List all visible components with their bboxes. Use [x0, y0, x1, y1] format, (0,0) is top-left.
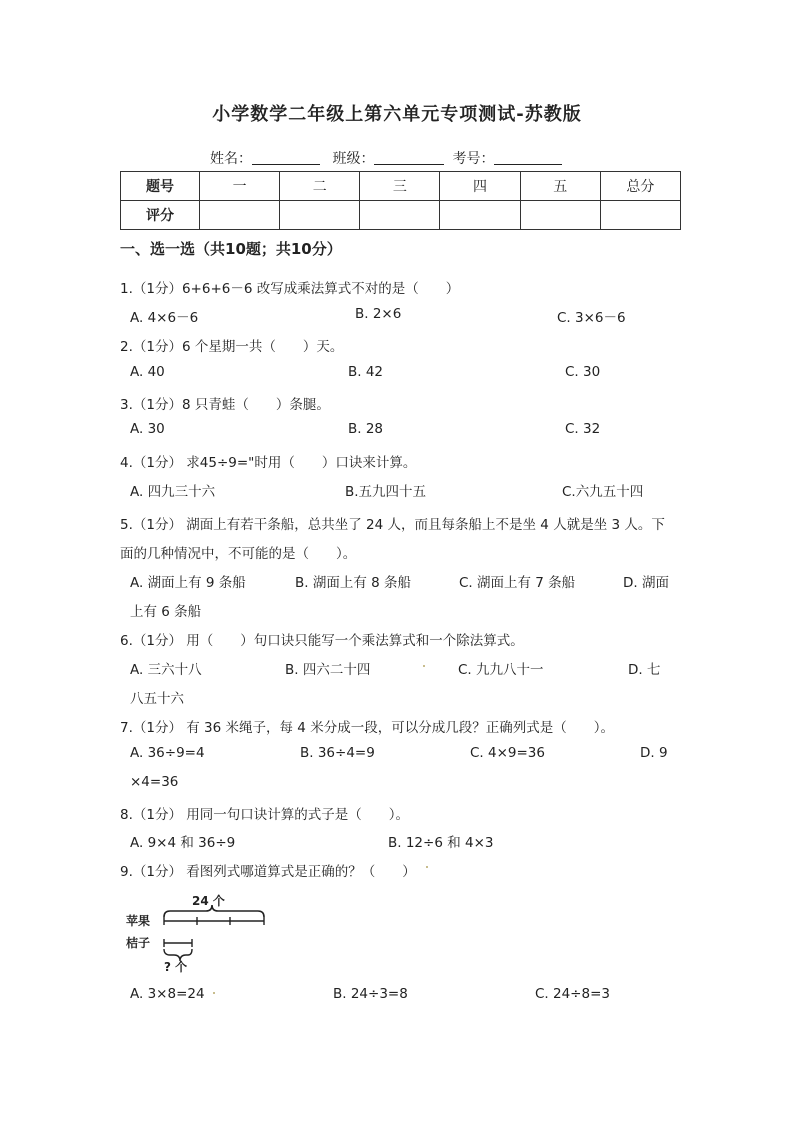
- diagram-apple-label: 苹果: [126, 914, 151, 928]
- score-table-col: 总分: [600, 172, 680, 201]
- question-8-stem: 8.（1分） 用同一句口诀计算的式子是（ ）。: [120, 807, 410, 823]
- scan-speck: [426, 866, 428, 868]
- score-table-col: 四: [440, 172, 520, 201]
- class-label: 班级：: [332, 151, 375, 167]
- question-2-stem: 2.（1分）6 个星期一共（ ）天。: [120, 339, 344, 355]
- question-2-option-c: C. 30: [565, 364, 601, 380]
- score-table-col: 五: [520, 172, 600, 201]
- scan-speck: [423, 665, 425, 667]
- score-table-col: 一: [200, 172, 280, 201]
- score-cell: [440, 201, 520, 230]
- question-3-stem: 3.（1分）8 只青蛙（ ）条腿。: [120, 397, 330, 413]
- question-6-option-b: B. 四六二十四: [285, 662, 371, 678]
- score-table-header-label: 题号: [121, 172, 200, 201]
- question-3-option-b: B. 28: [348, 421, 384, 437]
- question-5-option-a: A. 湖面上有 9 条船: [130, 575, 246, 591]
- question-7-option-d-continued: ×4=36: [130, 774, 179, 790]
- name-label: 姓名：: [210, 151, 252, 167]
- score-table-row-label: 评分: [121, 201, 200, 230]
- score-table-col: 三: [360, 172, 440, 201]
- question-5-option-c: C. 湖面上有 7 条船: [459, 575, 576, 591]
- question-1-option-a: A. 4×6－6: [130, 310, 199, 326]
- score-cell: [600, 201, 680, 230]
- question-9-stem: 9.（1分） 看图列式哪道算式是正确的？（ ）: [120, 864, 416, 880]
- student-info-line: [210, 148, 570, 168]
- question-2-option-a: A. 40: [130, 364, 165, 380]
- page-title: 小学数学二年级上第六单元专项测试-苏教版: [212, 104, 582, 125]
- diagram-orange-label: 桔子: [126, 936, 151, 950]
- question-5-option-d: D. 湖面: [623, 575, 669, 591]
- question-4-stem: 4.（1分） 求45÷9="时用（ ）口诀来计算。: [120, 455, 417, 471]
- question-7-option-a: A. 36÷9=4: [130, 745, 205, 761]
- question-1-option-b: B. 2×6: [355, 306, 402, 322]
- diagram-total-label: 24 个: [192, 894, 225, 908]
- score-table-score-row: [121, 201, 681, 230]
- question-4-option-a: A. 四九三十六: [130, 484, 216, 500]
- apple-orange-diagram: [126, 893, 276, 973]
- score-cell: [520, 201, 600, 230]
- question-3-option-a: A. 30: [130, 421, 165, 437]
- question-7-option-b: B. 36÷4=9: [300, 745, 375, 761]
- question-9-option-b: B. 24÷3=8: [333, 986, 408, 1002]
- question-6-option-c: C. 九九八十一: [458, 662, 544, 678]
- section-title: 一、选一选（共10题；共10分）: [120, 240, 342, 258]
- score-table-header-row: [121, 172, 681, 201]
- score-cell: [280, 201, 360, 230]
- question-9-option-a: A. 3×8=24: [130, 986, 205, 1002]
- name-blank: [252, 150, 320, 165]
- question-5-stem-continued: 面的几种情况中，不可能的是（ ）。: [120, 546, 357, 562]
- score-cell: [200, 201, 280, 230]
- question-4-option-b: B.五九四十五: [345, 484, 427, 500]
- score-table: [120, 171, 681, 230]
- class-blank: [374, 150, 444, 165]
- question-7-stem: 7.（1分） 有 36 米绳子，每 4 米分成一段，可以分成几段？正确列式是（ ）。: [120, 720, 614, 736]
- scan-speck: [213, 992, 215, 994]
- question-6-stem: 6.（1分） 用（ ）句口诀只能写一个乘法算式和一个除法算式。: [120, 633, 524, 649]
- score-cell: [360, 201, 440, 230]
- question-8-option-a: A. 9×4 和 36÷9: [130, 835, 236, 851]
- question-6-option-d-continued: 八五十六: [130, 691, 184, 707]
- question-3-option-c: C. 32: [565, 421, 601, 437]
- question-6-option-a: A. 三六十八: [130, 662, 202, 678]
- question-2-option-b: B. 42: [348, 364, 384, 380]
- id-blank: [494, 150, 562, 165]
- question-7-option-c: C. 4×9=36: [470, 745, 545, 761]
- question-7-option-d: D. 9: [640, 745, 668, 761]
- question-8-option-b: B. 12÷6 和 4×3: [388, 835, 494, 851]
- score-table-col: 二: [280, 172, 360, 201]
- question-5-option-b: B. 湖面上有 8 条船: [295, 575, 412, 591]
- question-9-option-c: C. 24÷8=3: [535, 986, 610, 1002]
- question-1-stem: 1.（1分）6+6+6－6 改写成乘法算式不对的是（ ）: [120, 281, 460, 297]
- diagram-unknown-label: ? 个: [164, 960, 188, 973]
- question-6-option-d: D. 七: [628, 662, 661, 678]
- id-label: 考号：: [452, 151, 495, 167]
- question-1-option-c: C. 3×6－6: [557, 310, 626, 326]
- question-5-stem: 5.（1分） 湖面上有若干条船，总共坐了 24 人，而且每条船上不是坐 4 人就是坐 3 人。下: [120, 517, 665, 533]
- question-4-option-c: C.六九五十四: [562, 484, 644, 500]
- question-5-option-d-continued: 上有 6 条船: [130, 604, 202, 620]
